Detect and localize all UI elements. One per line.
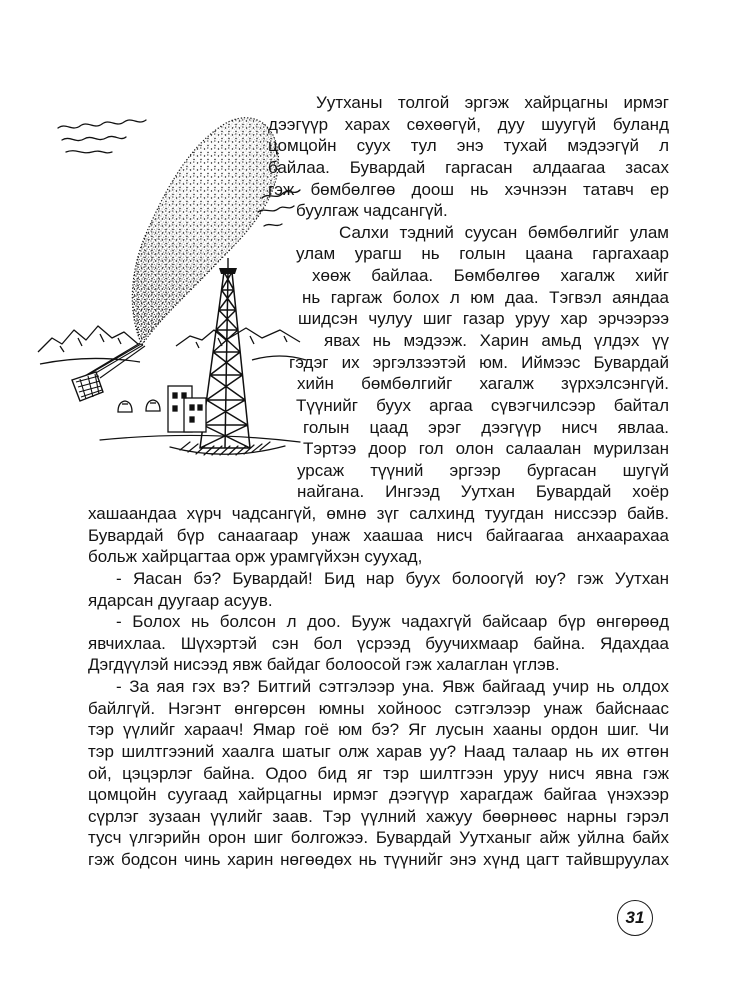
text-line: найгана. Ингээд Уутхан Бувардай хоёр	[297, 482, 669, 502]
text-line: - Яасан бэ? Бувардай! Бид нар буух болоогүй юу? гэж Уутхан	[116, 568, 669, 588]
text-line: гэж бөмбөлгөө доош нь хэчнээн татавч ер	[268, 179, 669, 199]
text-line: хийн бөмбөлгийг хагалж зүрхэлсэнгүй.	[297, 374, 669, 394]
text-line: буулгаж чадсангүй.	[296, 201, 448, 221]
text-line: сүрлэг зузаан үүлийг заав. Тэр үүлний хажуу бөөрнөөс нарны гэрэл	[88, 806, 669, 826]
text-line: тусч үлгэрийн орон шиг болгожээ. Бувардай Уутханыг айж уйлна байх	[88, 828, 669, 848]
text-line: гэж бодсон чинь харин нөгөөдөх нь түүнийг энэ хүнд цагт тайвшруулах	[88, 850, 669, 870]
text-line: шидсэн чулуу шиг газар уруу хар эрчээрээ	[298, 309, 669, 329]
text-line: тэр үүлийг хараач! Ямар гоё юм бэ? Яг лусын хааны ордон шиг. Чи	[88, 720, 669, 740]
text-line: нь гаргаж болох л юм даа. Тэгвэл аяндаа	[302, 287, 669, 307]
text-line: больж хайрцагтаа орж урамгүйхэн суухад,	[88, 547, 423, 567]
text-line: Бувардай бүр санаагаар унаж хаашаа нисч байгаагаа анхаарахаа	[88, 525, 669, 545]
text-line: байлгүй. Нэгэнт өнгөрсөн юмны хойноос сэтгэлээр унаж байснаас	[88, 698, 669, 718]
text-line: ядарсан дуугаар асуув.	[88, 590, 273, 610]
mountains	[38, 326, 306, 364]
text-line: Тэртээ доор гол олон салаалан мурилзан	[303, 439, 669, 459]
balloon-basket	[72, 343, 145, 401]
hot-air-balloon	[132, 118, 278, 345]
tower-lattice	[200, 272, 250, 448]
text-line: улам урагш нь голын цаана гаргахаар	[296, 244, 669, 264]
text-line: байлаа. Бувардай гаргасан алдаагаа засах	[268, 157, 669, 177]
text-line: голын цаад эрэг дээгүүр нисч явлаа.	[303, 417, 669, 437]
text-line: Дэгдүүлэй нисээд явж байдаг болоосой гэж халаглан үглэв.	[88, 655, 560, 675]
page-number: 31	[617, 900, 653, 936]
text-line: явах нь мэдээж. Харин амьд үлдэх үү	[324, 330, 669, 350]
balloon-tower-illustration	[0, 0, 320, 480]
text-line: цомцойн суугаад хайрцагны ирмэг дээгүүр харагдаж байгаа үнэхээр	[88, 785, 669, 805]
text-line: дээгүүр харах сөхөөгүй, дуу шуугүй буланд	[268, 114, 669, 134]
text-line: - За яая гэх вэ? Битгий сэтгэлээр уна. Явж байгаад учир нь олдох	[116, 677, 669, 696]
text-line: тэр шилтгээний хаалга шатыг олж харав уу? Наад талаар нь их өтгөн	[88, 741, 669, 761]
text-line: гэдэг их эргэлзээтэй юм. Иймээс Бувардай	[289, 352, 669, 372]
gers	[118, 400, 160, 412]
buildings	[168, 386, 206, 432]
text-line: цомцойн суух тул энэ тухай мэдээгүй л	[268, 136, 669, 156]
text-line: Салхи тэдний суусан бөмбөлгийг улам	[339, 222, 669, 242]
text-line: - Болох нь болсон л доо. Бууж чадахгүй байсаар бүр өнгөрөөд	[116, 612, 669, 632]
text-line: Уутханы толгой эргэж хайрцагны ирмэг	[316, 93, 669, 112]
text-line: хөөж байлаа. Бөмбөлгөө хагалж хийг	[312, 266, 669, 285]
lattice-tower	[200, 258, 250, 448]
text-line: Түүнийг буух аргаа сүвэгчилсээр байтал	[296, 395, 669, 415]
text-line: ой, цэцэрлэг байна. Одоо бид яг тэр шилтгээн уруу нисч явна гэж	[88, 763, 669, 783]
text-line: явчихлаа. Шүхэртэй сэн бол үсрээд буучихмаар байна. Ядахдаа	[88, 633, 669, 653]
text-line: хашаандаа хүрч чадсангүй, өмнө зүг салхинд туугдан ниссээр байв.	[88, 504, 669, 523]
text-line: урсаж түүний эргээр бургасан шугүй	[297, 460, 669, 480]
